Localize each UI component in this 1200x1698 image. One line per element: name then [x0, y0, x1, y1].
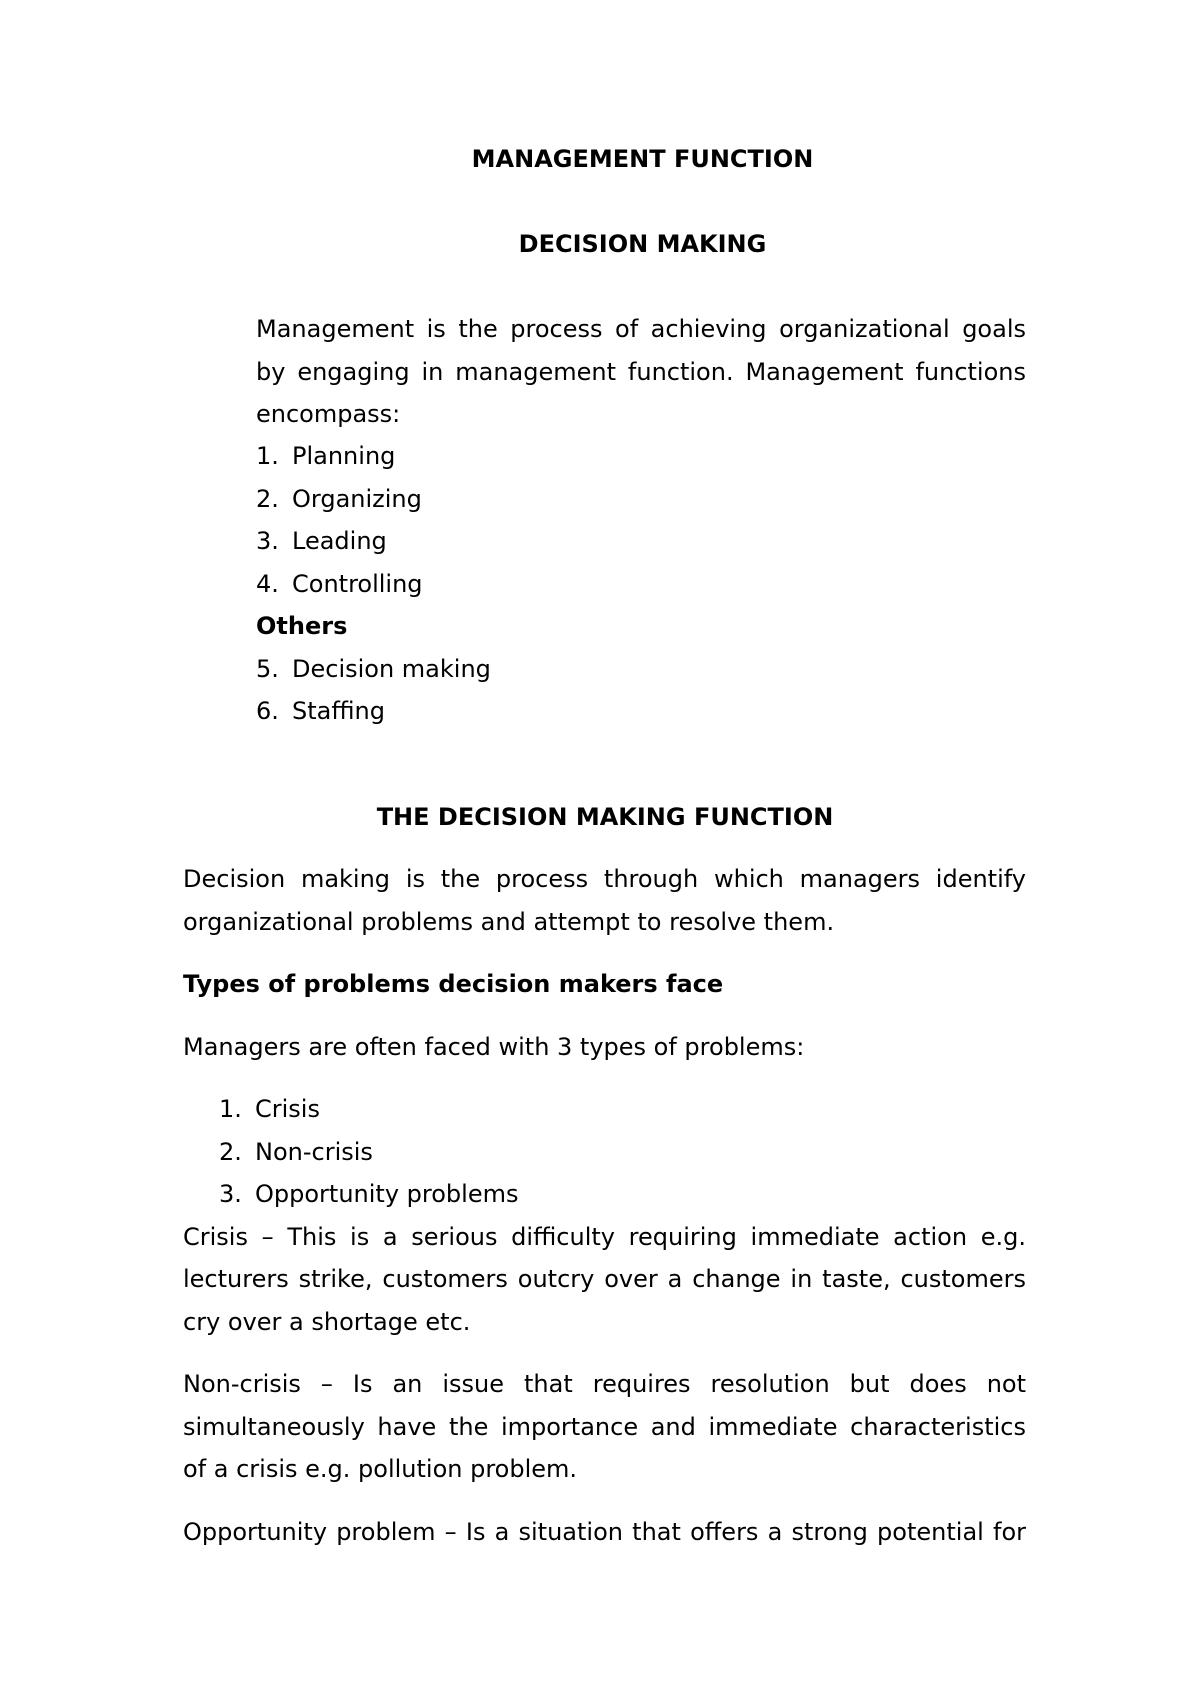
noncrisis-line-1: Non-crisis – Is an issue that requires resolution but does not: [183, 1370, 1026, 1398]
list-item: [256, 696, 385, 726]
list-label: Organizing: [292, 485, 422, 513]
list-number: 6.: [256, 697, 279, 725]
list-number: 2.: [219, 1138, 242, 1166]
list-item: [256, 569, 423, 599]
crisis-line-3: cry over a shortage etc.: [183, 1308, 471, 1336]
list-item: [256, 654, 491, 684]
list-label: Staffing: [292, 697, 385, 725]
list-item: [219, 1137, 373, 1167]
section-heading: THE DECISION MAKING FUNCTION: [376, 803, 834, 831]
list-label: Leading: [292, 527, 387, 555]
list-item: [219, 1094, 320, 1124]
list-number: 4.: [256, 570, 279, 598]
document-subtitle: DECISION MAKING: [518, 230, 767, 258]
list-number: 3.: [256, 527, 279, 555]
intro-line-2: by engaging in management function. Management functions: [256, 358, 1026, 386]
list-item: [256, 526, 387, 556]
types-heading: Types of problems decision makers face: [183, 970, 724, 998]
types-intro: Managers are often faced with 3 types of problems:: [183, 1033, 805, 1061]
crisis-line-1: Crisis – This is a serious difficulty requiring immediate action e.g.: [183, 1223, 1026, 1251]
noncrisis-line-2: simultaneously have the importance and immediate characteristics: [183, 1413, 1026, 1441]
list-number: 1.: [219, 1095, 242, 1123]
document-title: MANAGEMENT FUNCTION: [471, 145, 814, 173]
list-label: Opportunity problems: [255, 1180, 519, 1208]
crisis-line-2: lecturers strike, customers outcry over a change in taste, customers: [183, 1265, 1026, 1293]
list-label: Planning: [292, 442, 396, 470]
list-label: Non-crisis: [255, 1138, 373, 1166]
list-item: [256, 484, 422, 514]
list-number: 5.: [256, 655, 279, 683]
list-label: Crisis: [255, 1095, 320, 1123]
intro-line-3: encompass:: [256, 400, 401, 428]
definition-line-1: Decision making is the process through which managers identify: [183, 865, 1026, 893]
list-label: Controlling: [292, 570, 423, 598]
list-number: 3.: [219, 1180, 242, 1208]
others-label: Others: [256, 612, 348, 640]
list-number: 2.: [256, 485, 279, 513]
list-label: Decision making: [292, 655, 491, 683]
list-item: [256, 441, 395, 471]
list-item: [219, 1179, 518, 1209]
list-number: 1.: [256, 442, 279, 470]
opportunity-line-1: Opportunity problem – Is a situation that offers a strong potential for: [183, 1518, 1026, 1546]
definition-line-2: organizational problems and attempt to resolve them.: [183, 908, 835, 936]
intro-line-1: Management is the process of achieving organizational goals: [256, 315, 1026, 343]
noncrisis-line-3: of a crisis e.g. pollution problem.: [183, 1455, 578, 1483]
